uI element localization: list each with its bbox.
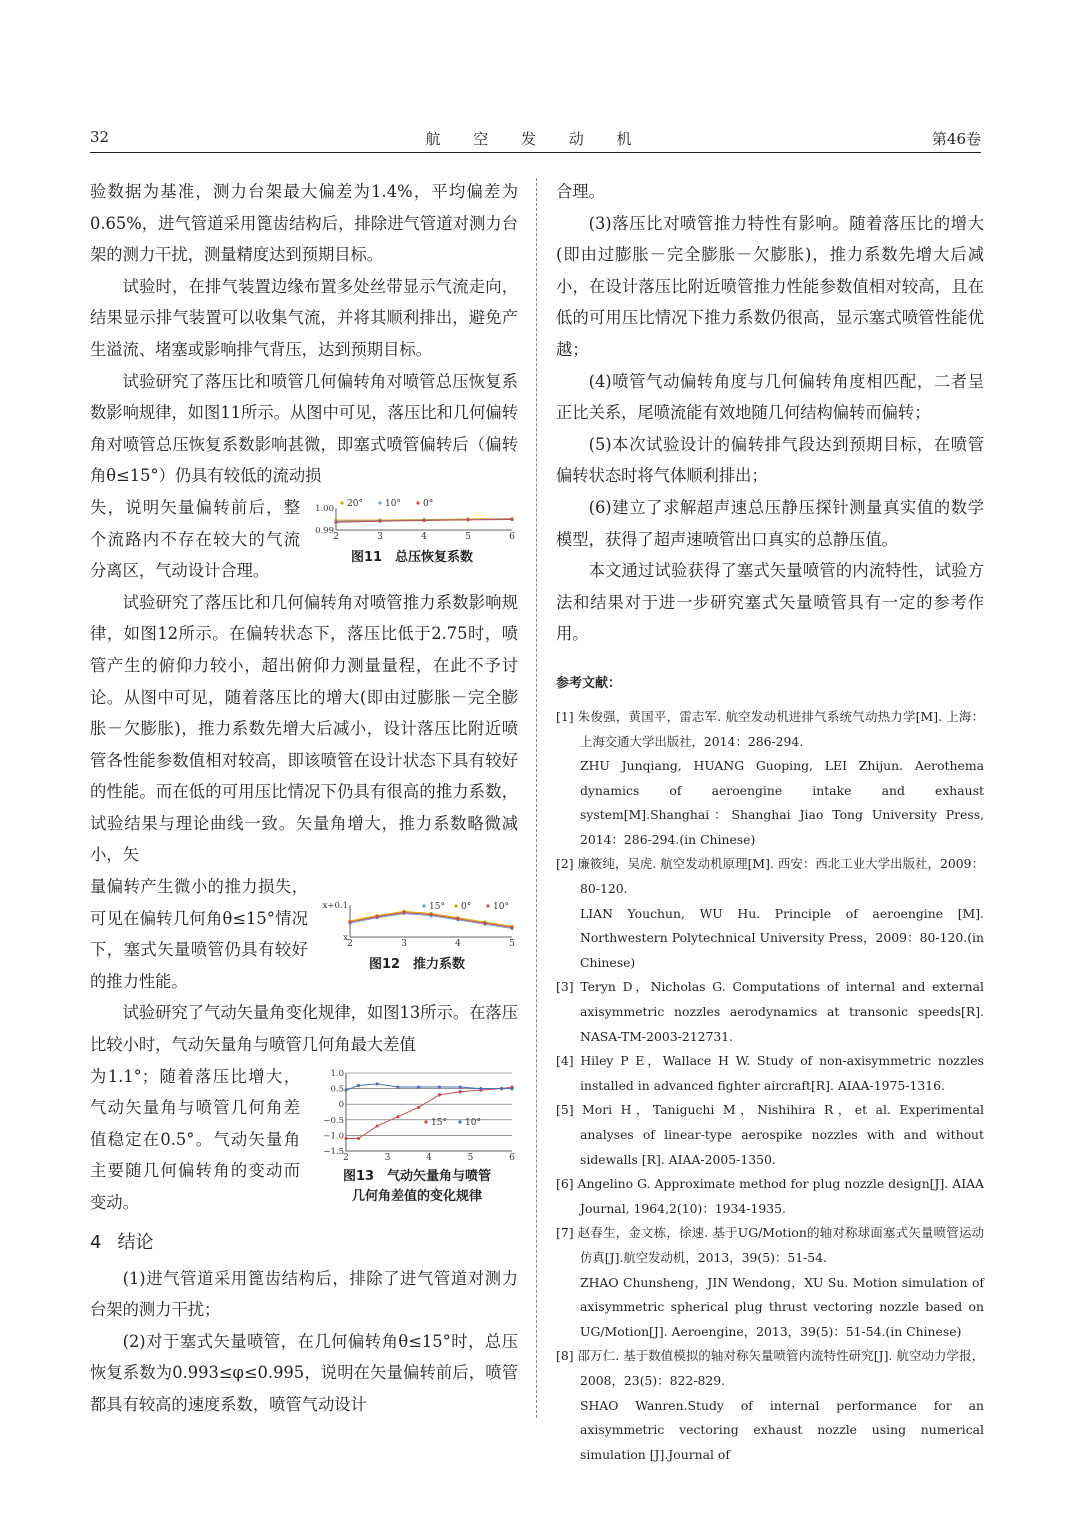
reference-item xyxy=(556,705,984,853)
reference-item xyxy=(556,1221,984,1344)
figure-caption: 几何角差值的变化规律 xyxy=(351,1188,482,1204)
legend-label: 0° xyxy=(423,498,434,509)
x-tick-label: 2 xyxy=(347,939,353,950)
data-point xyxy=(479,1087,482,1090)
paragraph: (6)建立了求解超声速总压静压探针测量真实值的数学模型，获得了超声速喷管出口真实的总静压值。 xyxy=(556,497,984,549)
data-point xyxy=(402,911,405,914)
reference-text: [6] Angelino G. Approximate method for plug nozzle design[J]. AIAA Journal, 1964,2(10)：1934-1935. xyxy=(556,1176,984,1216)
y-tick-label: 0.99 xyxy=(315,525,334,536)
reference-text: [3] Teryn D，Nicholas G. Computations of internal and external axisymmetric nozzles aerodynamics at transonic speeds[R]. NASA-TM-2003-212731. xyxy=(556,979,984,1044)
volume-label: 第46卷 xyxy=(931,130,981,148)
y-tick-label: 1.0 xyxy=(330,1068,344,1079)
figure-12 xyxy=(316,899,518,975)
x-tick-label: 4 xyxy=(421,531,427,542)
data-point xyxy=(459,1090,462,1093)
x-tick-label: 5 xyxy=(465,531,471,542)
legend-label: 20° xyxy=(347,498,363,509)
fig13-chart xyxy=(316,1067,518,1163)
data-point xyxy=(396,1085,399,1088)
reference-text: [5] Mori H，Taniguchi M，Nishihira R，et al. Experimental analyses of linear-type aerospike nozzles with and without sidewalls [R]. AIAA-2005-1350. xyxy=(556,1102,984,1167)
reference-text: [8] 邵万仁. 基于数值模拟的轴对称矢量喷管内流特性研究[J]. 航空动力学报，2008，23(5)：822-829. xyxy=(556,1348,984,1388)
reference-item xyxy=(556,1049,984,1098)
paragraph: 量偏转产生微小的推力损失，可见在偏转几何角θ≤15°情况下，塞式矢量喷管仍具有较好的推力性能。 xyxy=(90,877,308,991)
data-point xyxy=(378,520,381,523)
y-tick-label: 0.5 xyxy=(330,1084,344,1095)
data-point xyxy=(429,913,432,916)
paragraph: 试验研究了气动矢量角变化规律，如图13所示。在落压比较小时，气动矢量角与喷管几何角最大差值 xyxy=(90,1003,518,1055)
paragraph: 验数据为基准，测力台架最大偏差为1.4%，平均偏差为0.65%，进气管道采用篦齿结构后，排除进气管道对测力台架的测力干扰，测量精度达到预期目标。 xyxy=(90,182,518,265)
journal-title: 航 空 发 动 机 xyxy=(425,130,646,148)
reference-english: ZHU Junqiang, HUANG Guoping, LEI Zhijun. Aerothema dynamics of aeroengine intake and exhaust system[M].Shanghai：Shanghai Jiao Tong University Press, 2014：286-294.(in Chinese) xyxy=(580,758,984,847)
fig11-chart xyxy=(306,496,518,544)
x-tick-label: 5 xyxy=(467,1152,474,1163)
legend-marker xyxy=(422,904,425,907)
legend-label: 10° xyxy=(385,498,401,509)
paragraph: (2)对于塞式矢量喷管，在几何偏转角θ≤15°时，总压恢复系数为0.993≤φ≤0.995，说明在矢量偏转前后，喷管都具有较高的速度系数，喷管气动设计 xyxy=(90,1331,518,1414)
section-heading xyxy=(90,1227,518,1259)
y-tick-label: −1.5 xyxy=(323,1146,344,1157)
data-point xyxy=(510,518,513,521)
data-point xyxy=(348,921,351,924)
paragraph: 试验时，在排气装置边缘布置多处丝带显示气流走向，结果显示排气装置可以收集气流，并将其顺利排出，避免产生溢流、堵塞或影响排气背压，达到预期目标。 xyxy=(90,276,518,359)
left-column xyxy=(90,176,518,1421)
paragraph: 合理。 xyxy=(556,182,605,201)
paragraph: 失，说明矢量偏转前后，整个流路内不存在较大的气流分离区，气动设计合理。 xyxy=(90,497,300,581)
x-tick-label: 3 xyxy=(384,1152,391,1163)
legend-label: 10° xyxy=(493,902,509,913)
data-point xyxy=(483,922,486,925)
paragraph: 为1.1°；随着落压比增大，气动矢量角与喷管几何角差值稳定在0.5°。气动矢量角主要随几何偏转角的变动而变动。 xyxy=(90,1066,300,1212)
data-point xyxy=(456,917,459,920)
references-heading: 参考文献： xyxy=(556,675,622,691)
reference-text: [7] 赵春生，金文栋，徐速. 基于UG/Motion的轴对称球面塞式矢量喷管运动仿真[J].航空发动机，2013，39(5)：51-54. xyxy=(556,1225,984,1265)
y-tick-label: x+0.1 xyxy=(322,901,348,912)
legend-marker xyxy=(458,1120,461,1123)
reference-item xyxy=(556,975,984,1049)
page-number: 32 xyxy=(90,128,110,146)
y-tick-label: 0 xyxy=(338,1099,344,1110)
data-point xyxy=(438,1093,441,1096)
reference-english: LIAN Youchun, WU Hu. Principle of aeroengine [M]. Northwestern Polytechnical University Press，2009：80-120.(in Chinese) xyxy=(580,905,984,970)
paragraph: 本文通过试验获得了塞式矢量喷管的内流特性，试验方法和结果对于进一步研究塞式矢量喷管具有一定的参考作用。 xyxy=(556,561,984,644)
y-tick-label: 1.00 xyxy=(315,503,334,514)
data-point xyxy=(510,1087,513,1090)
paragraph: (1)进气管道采用篦齿结构后，排除了进气管道对测力台架的测力干扰； xyxy=(90,1268,518,1320)
paragraph: 试验研究了落压比和几何偏转角对喷管推力系数影响规律，如图12所示。在偏转状态下，落压比低于2.75时，喷管产生的俯仰力较小，超出俯仰力测量量程，在此不予讨论。从图中可见，随着落压比的增大(即由过膨胀－完全膨胀－欠膨胀)，推力系数先增大后减小，设计落压比附近喷管各性能参数值相对较高，即该喷管在设计状态下具有较好的性能。而在低的可用压比情况下仍具有很高的推力系数，试验结果与理论曲线一致。矢量角增大，推力系数略微减小，矢 xyxy=(90,592,518,865)
x-tick-label: 2 xyxy=(333,531,339,542)
section-number: 4 xyxy=(90,1231,102,1253)
series-line xyxy=(346,1087,512,1138)
y-tick-label: −1.0 xyxy=(323,1131,344,1142)
reference-text: [4] Hiley P E，Wallace H W. Study of non-axisymmetric nozzles installed in advanced fighter aircraft[R]. AIAA-1975-1316. xyxy=(556,1053,984,1093)
reference-item xyxy=(556,1344,984,1467)
paragraph: (4)喷管气动偏转角度与几何偏转角度相匹配，二者呈正比关系，尾喷流能有效地随几何结构偏转而偏转； xyxy=(556,371,984,423)
column-divider xyxy=(536,178,537,1418)
reference-item xyxy=(556,1098,984,1172)
data-point xyxy=(417,1085,420,1088)
legend-marker xyxy=(454,904,457,907)
legend-marker xyxy=(416,501,419,504)
data-point xyxy=(334,521,337,524)
reference-list xyxy=(556,705,984,1467)
legend-marker xyxy=(486,904,489,907)
data-point xyxy=(344,1088,347,1091)
reference-text: [2] 廉筱纯，吴虎. 航空发动机原理[M]. 西安：西北工业大学出版社，2009：80-120. xyxy=(556,856,984,897)
legend-label: 0° xyxy=(461,902,472,913)
x-tick-label: 5 xyxy=(509,939,515,950)
reference-text: [1] 朱俊强，黄国平，雷志军. 航空发动机进排气系统气动热力学[M]. 上海：上海交通大学出版社，2014：286-294. xyxy=(556,708,984,749)
legend-label: 15° xyxy=(429,902,445,913)
reference-english: SHAO Wanren.Study of internal performance for an axisymmetric vectoring exhaust nozzle using numerical simulation [J].Journal of xyxy=(580,1397,984,1462)
x-tick-label: 4 xyxy=(455,939,461,950)
figure-caption: 图13 气动矢量角与喷管 xyxy=(342,1168,492,1184)
data-point xyxy=(344,1137,347,1140)
y-tick-label: −0.5 xyxy=(323,1115,344,1126)
data-point xyxy=(438,1085,441,1088)
x-tick-label: 4 xyxy=(426,1152,432,1163)
data-point xyxy=(357,1084,360,1087)
data-point xyxy=(466,518,469,521)
legend-label: 10° xyxy=(465,1117,481,1128)
x-tick-label: 3 xyxy=(377,531,383,542)
right-column xyxy=(556,176,984,1467)
figure-11 xyxy=(306,496,518,568)
paragraph: (5)本次试验设计的偏转排气段达到预期目标，在喷管偏转状态时将气体顺利排出； xyxy=(556,434,984,486)
paragraph: 试验研究了落压比和喷管几何偏转角对喷管总压恢复系数影响规律，如图11所示。从图中可见，落压比和几何偏转角对喷管总压恢复系数影响甚微，即塞式喷管偏转后（偏转角θ≤15°）仍具有较低的流动损 xyxy=(90,371,518,486)
x-tick-label: 6 xyxy=(509,531,515,542)
paragraph: (3)落压比对喷管推力特性有影响。随着落压比的增大(即由过膨胀－完全膨胀－欠膨胀)，推力系数先增大后减小，在设计落压比附近喷管推力性能参数值相对较高，且在低的可用压比情况下推力系数仍很高，显示塞式喷管性能优越； xyxy=(556,213,984,359)
data-point xyxy=(500,1087,503,1090)
legend-marker xyxy=(378,501,381,504)
data-point xyxy=(417,1105,420,1108)
reference-item xyxy=(556,852,984,975)
figure-caption: 图12 推力系数 xyxy=(368,957,466,973)
data-point xyxy=(375,915,378,918)
x-tick-label: 6 xyxy=(509,1152,515,1163)
legend-marker xyxy=(424,1120,427,1123)
fig12-chart xyxy=(316,899,518,951)
figure-caption: 图11 总压恢复系数 xyxy=(350,549,474,565)
data-point xyxy=(510,926,513,929)
legend-label: 15° xyxy=(431,1117,447,1128)
figure-13 xyxy=(316,1067,518,1207)
data-point xyxy=(396,1115,399,1118)
data-point xyxy=(357,1137,360,1140)
data-point xyxy=(376,1082,379,1085)
data-point xyxy=(422,519,425,522)
reference-item xyxy=(556,1172,984,1221)
page-header xyxy=(90,128,981,153)
x-tick-label: 3 xyxy=(401,939,407,950)
y-tick-label: x xyxy=(343,933,348,944)
reference-english: ZHAO Chunsheng，JIN Wendong，XU Su. Motion simulation of axisymmetric spherical plug thrust vectoring nozzle based on UG/Motion[J]. Aeroengine，2013，39(5)：51-54.(in Chinese) xyxy=(580,1274,984,1339)
x-tick-label: 2 xyxy=(343,1152,349,1163)
legend-marker xyxy=(340,501,343,504)
section-title: 结论 xyxy=(117,1231,154,1253)
data-point xyxy=(459,1085,462,1088)
data-point xyxy=(376,1124,379,1127)
